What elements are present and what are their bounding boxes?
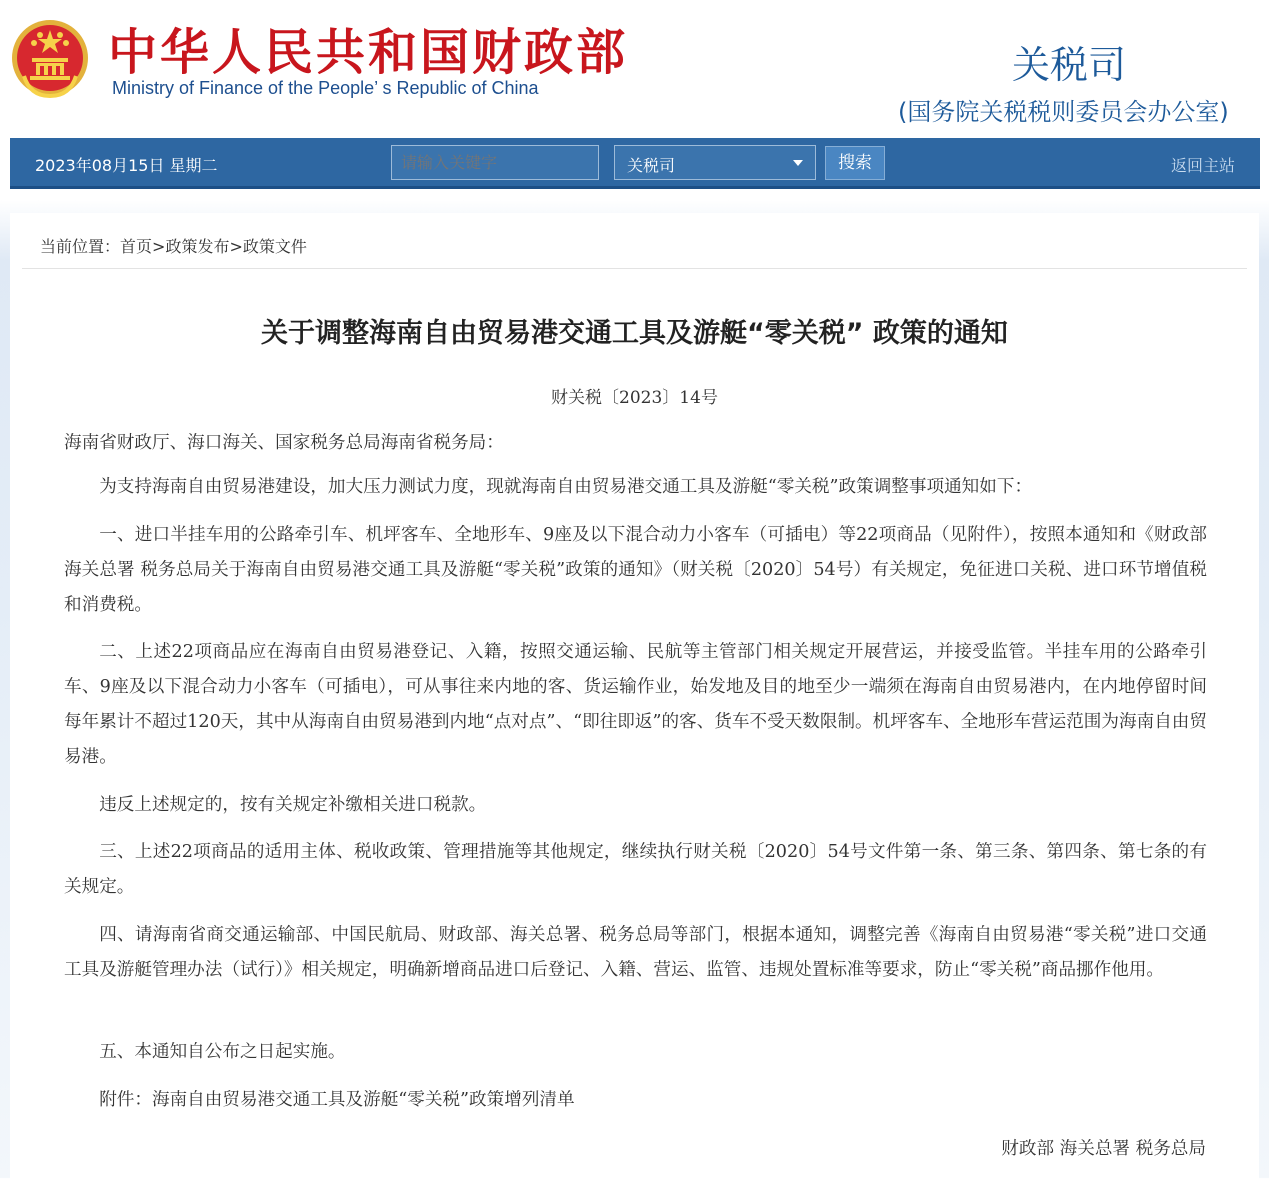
return-home-link[interactable]: 返回主站 bbox=[1170, 156, 1235, 175]
ministry-name-cn: 中华人民共和国财政部 bbox=[108, 24, 629, 81]
attachment-line: 附件：海南自由贸易港交通工具及游艇“零关税”政策增列清单 bbox=[99, 1090, 575, 1110]
breadcrumb-item-policy-release[interactable]: 政策发布 bbox=[165, 237, 230, 256]
article-paragraph: 三、上述22项商品的适用主体、税收政策、管理措施等其他规定，继续执行财关税〔2020〕54号文件第一条、第三条、第四条、第七条的有关规定。 bbox=[64, 842, 1207, 897]
content-panel bbox=[10, 213, 1259, 1193]
department-name: 关税司 bbox=[1012, 43, 1127, 87]
current-date: 2023年08月15日 星期二 bbox=[35, 156, 218, 175]
breadcrumb bbox=[40, 234, 307, 257]
breadcrumb-separator: > bbox=[229, 237, 243, 256]
article-paragraph: 为支持海南自由贸易港建设，加大压力测试力度，现就海南自由贸易港交通工具及游艇“零关税”政策调整事项通知如下： bbox=[99, 477, 1033, 497]
article-paragraph: 违反上述规定的，按有关规定补缴相关进口税款。 bbox=[99, 795, 487, 815]
department-subtitle: (国务院关税税则委员会办公室) bbox=[898, 98, 1229, 126]
article-salutation: 海南省财政厅、海口海关、国家税务总局海南省税务局： bbox=[64, 433, 504, 453]
breadcrumb-separator: > bbox=[152, 237, 166, 256]
caret-down-icon bbox=[793, 160, 803, 166]
ministry-name-en: Ministry of Finance of the People’ s Republic of China bbox=[112, 78, 539, 98]
breadcrumb-item-policy-documents[interactable]: 政策文件 bbox=[242, 237, 307, 256]
article-title: 关于调整海南自由贸易港交通工具及游艇“零关税” 政策的通知 bbox=[261, 318, 1008, 349]
document-number: 财关税〔2023〕14号 bbox=[551, 388, 718, 408]
site-header bbox=[0, 0, 1269, 138]
breadcrumb-divider bbox=[22, 268, 1247, 269]
article-paragraph: 四、请海南省商交通运输部、中国民航局、财政部、海关总署、税务总局等部门，根据本通知，调整完善《海南自由贸易港“零关税”进口交通工具及游艇管理办法（试行）》相关规定，明确新增商品进口后登记、入籍、营运、监管、违规处置标准等要求，防止“零关税”商品挪作他用。 bbox=[64, 925, 1207, 980]
article-paragraph: 五、本通知自公布之日起实施。 bbox=[99, 1042, 346, 1062]
issuer-signature: 财政部 海关总署 税务总局 bbox=[1001, 1139, 1206, 1159]
breadcrumb-prefix: 当前位置： bbox=[40, 237, 121, 256]
top-nav-bar bbox=[10, 138, 1260, 189]
search-input[interactable] bbox=[391, 145, 599, 180]
site-select[interactable] bbox=[614, 145, 816, 180]
site-select-value: 关税司 bbox=[627, 156, 676, 175]
article-paragraph: 二、上述22项商品应在海南自由贸易港登记、入籍，按照交通运输、民航等主管部门相关规定开展营运，并接受监管。半挂车用的公路牵引车、9座及以下混合动力小客车（可插电），可从事往来内地的客、货运输作业，始发地及目的地至少一端须在海南自由贸易港内，在内地停留时间每年累计不超过120天，其中从海南自由贸易港到内地“点对点”、“即往即返”的客、货车不受天数限制。机坪客车、全地形车营运范围为海南自由贸易港。 bbox=[64, 642, 1207, 767]
breadcrumb-item-home[interactable]: 首页 bbox=[120, 237, 153, 256]
search-button[interactable]: 搜索 bbox=[825, 146, 885, 180]
article-paragraph: 一、进口半挂车用的公路牵引车、机坪客车、全地形车、9座及以下混合动力小客车（可插电）等22项商品（见附件），按照本通知和《财政部 海关总署 税务总局关于海南自由贸易港交通工具及游艇“零关税”政策的通知》（财关税〔2020〕54号）有关规定，免征进口关税、进口环节增值税和消费税。 bbox=[64, 525, 1207, 615]
national-emblem-icon bbox=[10, 16, 90, 102]
